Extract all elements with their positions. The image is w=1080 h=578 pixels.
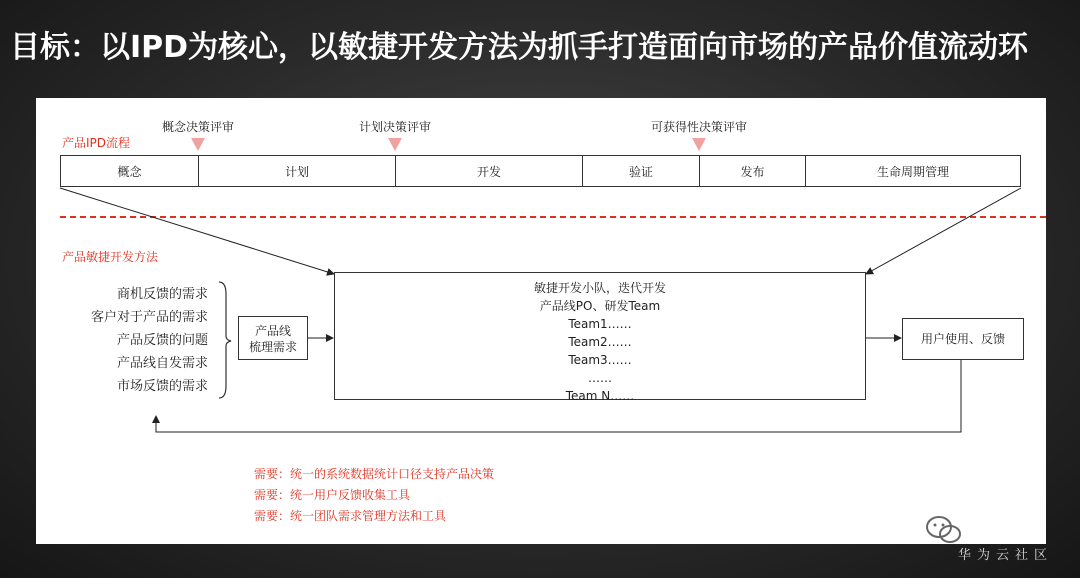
team-box-line: 产品线PO、研发Team	[539, 299, 661, 313]
connector-arrows	[36, 98, 1046, 544]
team-box-line: Team1……	[568, 317, 632, 331]
phase-verify: 验证	[583, 156, 700, 186]
team-box-line: Team3……	[568, 353, 632, 367]
requirements-brace	[219, 282, 231, 398]
combing-box-line: 梳理需求	[248, 340, 297, 354]
need-item: 需要：统一团队需求管理方法和工具	[254, 509, 447, 523]
requirement-item: 客户对于产品的需求	[90, 310, 208, 325]
team-box-line: 敏捷开发小队，迭代开发	[533, 281, 666, 295]
team-box-line: Team2……	[568, 335, 632, 349]
watermark-sub: 华为云社区	[958, 548, 1054, 563]
requirement-item: 产品反馈的问题	[116, 333, 208, 348]
ipd-section-label: 产品IPD流程	[62, 136, 131, 150]
arrow-ipd-left-to-team	[60, 188, 334, 274]
feedback-box: 用户使用、反馈	[902, 318, 1024, 360]
need-item: 需要：统一的系统数据统计口径支持产品决策	[254, 467, 495, 481]
gate-label-concept: 概念决策评审	[161, 120, 235, 134]
phase-plan: 计划	[199, 156, 396, 186]
arrow-ipd-right-to-team	[866, 188, 1021, 274]
requirement-item: 产品线自发需求	[116, 356, 208, 371]
phase-develop: 开发	[396, 156, 583, 186]
watermark-brand: 敏捷家	[966, 517, 1036, 542]
agile-section-label: 产品敏捷开发方法	[62, 250, 159, 264]
diagram-panel	[36, 98, 1046, 544]
team-box-line: ……	[588, 371, 612, 385]
phase-lifecycle: 生命周期管理	[876, 164, 949, 179]
combing-box-line: 产品线	[254, 324, 291, 338]
need-item: 需要：统一用户反馈收集工具	[254, 488, 411, 502]
slide-title: 目标：以IPD为核心，以敏捷开发方法为抓手打造面向市场的产品价值流动环	[10, 30, 1029, 65]
requirement-item: 商机反馈的需求	[116, 287, 208, 302]
phase-release: 发布	[700, 156, 806, 186]
gate-label-availability: 可获得性决策评审	[650, 120, 748, 134]
gate-label-plan: 计划决策评审	[358, 120, 432, 134]
team-box-line: Team N……	[565, 389, 635, 403]
requirement-item: 市场反馈的需求	[116, 379, 208, 394]
wechat-icon	[924, 514, 964, 546]
phase-concept: 概念	[61, 156, 199, 186]
needs-list	[254, 464, 494, 527]
arrow-feedback-loop	[156, 360, 961, 432]
